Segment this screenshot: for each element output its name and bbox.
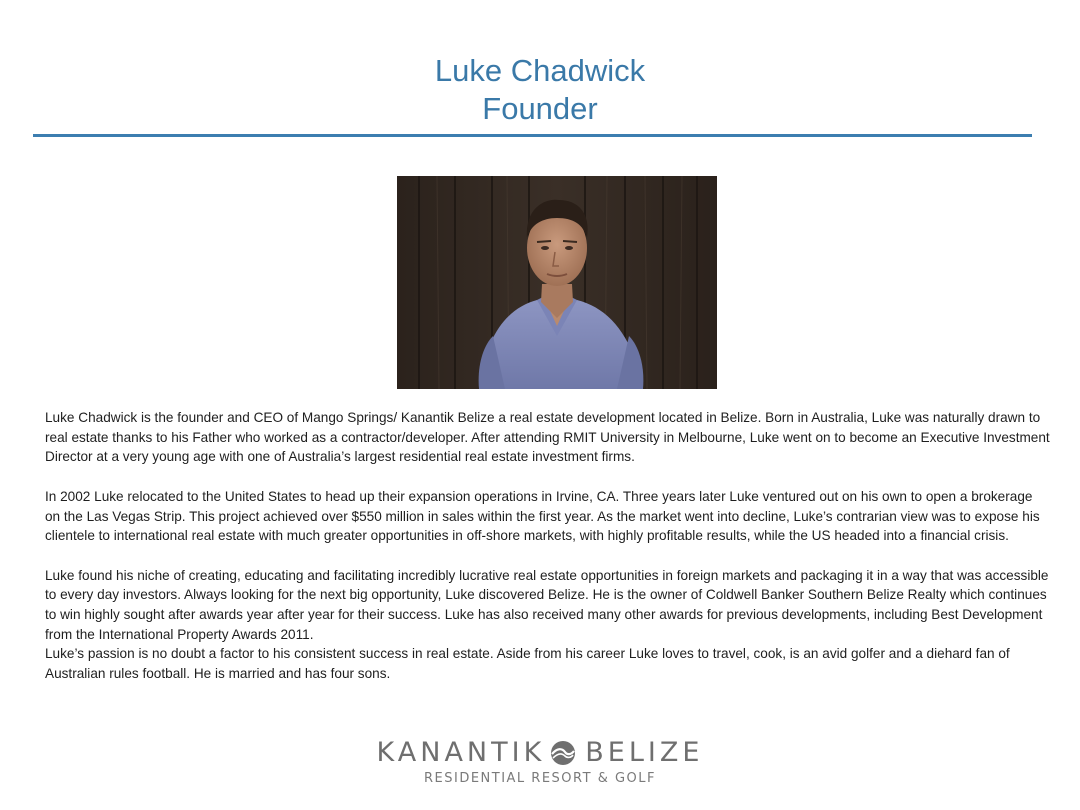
bio-paragraph: Luke Chadwick is the founder and CEO of Mango Springs/ Kanantik Belize a real estate development located in Belize. Born in Australia, Luke was naturally drawn to real estate thanks to his Father who worked as a contractor/developer. After attending RMIT University in Melbourne, Luke went on to become an Executive Investment Director at a very young age with one of Australia’s largest residential real estate investment firms.	[45, 410, 1050, 465]
wave-emblem-icon	[549, 739, 577, 767]
logo-word-left: KANANTIK	[376, 737, 546, 768]
bio-paragraph: Luke’s passion is no doubt a factor to his consistent success in real estate. Aside from his career Luke loves to travel, cook, is an avid golfer and a diehard fan of Australian rules football. He is married and has four sons.	[45, 646, 1010, 682]
title-divider	[33, 134, 1032, 137]
person-role: Founder	[482, 91, 598, 126]
logo-word-right: BELIZE	[585, 737, 704, 768]
person-name: Luke Chadwick	[434, 53, 646, 88]
logo-tagline: RESIDENTIAL RESORT & GOLF	[423, 771, 656, 786]
kanantik-belize-logo	[0, 737, 1080, 786]
bio-paragraph: Luke found his niche of creating, educating and facilitating incredibly lucrative real estate opportunities in foreign markets and packaging it in a way that was accessible to every day investors. Always looking for the next big opportunity, Luke discovered Belize. He is the owner of Coldwell Banker Southern Belize Realty which continues to win highly sought after awards year after year for their success. Luke has also received many other awards for previous developments, including Best Development from the International Property Awards 2011.	[45, 567, 1049, 642]
bio-paragraph: In 2002 Luke relocated to the United States to head up their expansion operations in Irvine, CA. Three years later Luke ventured out on his own to open a brokerage on the Las Vegas Strip. This project achieved over $550 million in sales within the first year. As the market went into decline, Luke’s contrarian view was to expose his clientele to international real estate with much greater opportunities in off-shore markets, with highly profitable results, while the US headed into a financial crisis.	[45, 488, 1040, 544]
biography	[45, 408, 1050, 684]
portrait-photo	[397, 176, 717, 389]
page-title	[0, 52, 1080, 128]
logo-wordmark	[377, 737, 704, 769]
